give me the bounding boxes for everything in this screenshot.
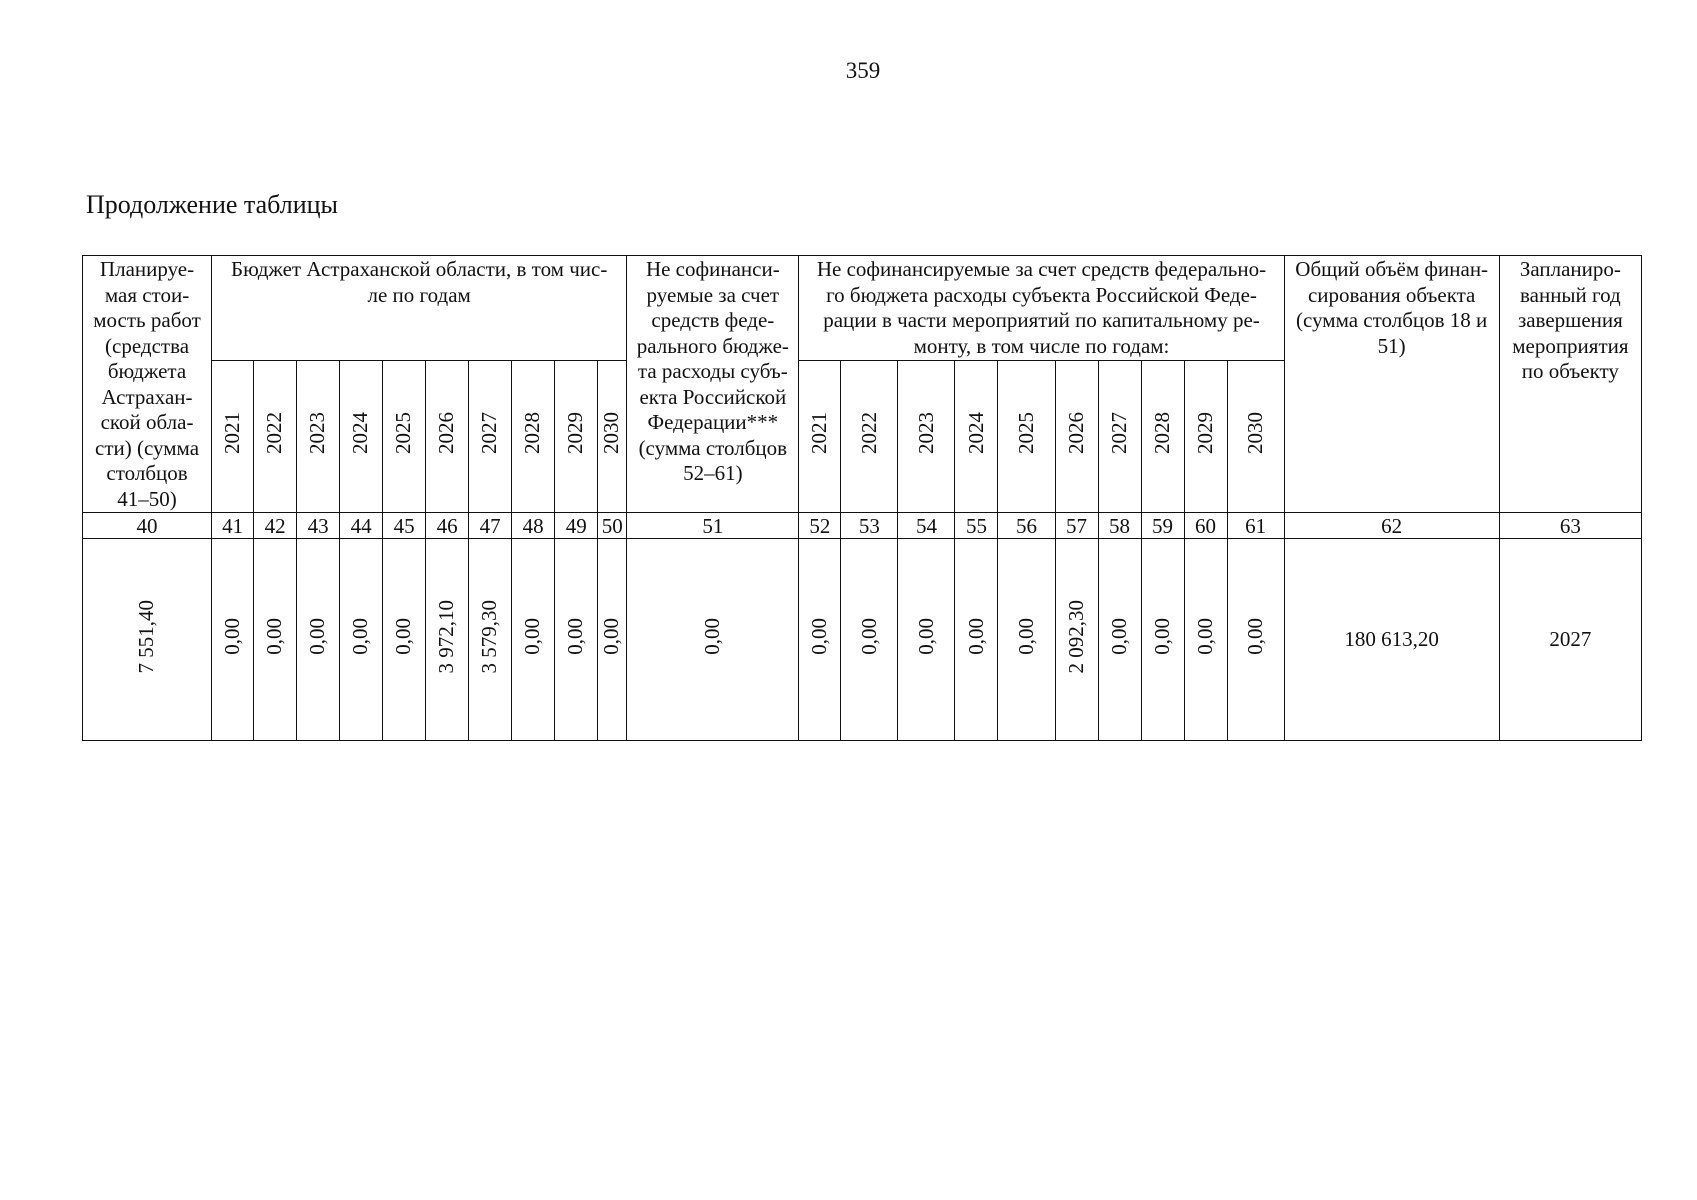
budget-table xyxy=(82,255,1642,741)
column-number: 51 xyxy=(627,513,799,539)
header-non-cofinanced-year: 2021 xyxy=(799,361,841,513)
table-row xyxy=(83,539,1642,741)
cell-not-cofinanced-total: 0,00 xyxy=(627,539,799,741)
column-number: 63 xyxy=(1499,513,1641,539)
header-non-cofinanced-year: 2027 xyxy=(1098,361,1141,513)
cell-planned-cost: 7 551,40 xyxy=(83,539,212,741)
cell-non-cofinanced-value: 0,00 xyxy=(799,539,841,741)
header-regional-year: 2028 xyxy=(512,361,555,513)
column-number: 53 xyxy=(841,513,898,539)
column-number: 45 xyxy=(383,513,426,539)
cell-non-cofinanced-value: 0,00 xyxy=(998,539,1055,741)
header-regional-year: 2024 xyxy=(340,361,383,513)
header-completion-year: Запланиро- ванный год завершения мероприятия по объекту xyxy=(1499,256,1641,513)
column-number: 59 xyxy=(1141,513,1184,539)
column-number: 58 xyxy=(1098,513,1141,539)
column-number: 55 xyxy=(955,513,998,539)
header-regional-year: 2030 xyxy=(598,361,627,513)
column-number: 57 xyxy=(1055,513,1098,539)
cell-regional-value: 0,00 xyxy=(212,539,254,741)
cell-regional-value: 3 579,30 xyxy=(469,539,512,741)
header-total-financing: Общий объём финан- сирования объекта (сумма столбцов 18 и 51) xyxy=(1284,256,1499,513)
column-number: 47 xyxy=(469,513,512,539)
cell-regional-value: 0,00 xyxy=(555,539,598,741)
column-number: 56 xyxy=(998,513,1055,539)
cell-regional-value: 3 972,10 xyxy=(426,539,469,741)
column-number: 41 xyxy=(212,513,254,539)
cell-non-cofinanced-value: 0,00 xyxy=(841,539,898,741)
cell-regional-value: 0,00 xyxy=(598,539,627,741)
header-non-cofinanced-year: 2022 xyxy=(841,361,898,513)
cell-non-cofinanced-value: 0,00 xyxy=(1227,539,1284,741)
column-number: 60 xyxy=(1184,513,1227,539)
column-number-row xyxy=(83,513,1642,539)
column-number: 46 xyxy=(426,513,469,539)
cell-completion-year: 2027 xyxy=(1499,539,1641,741)
column-number: 48 xyxy=(512,513,555,539)
header-non-cofinanced-year: 2025 xyxy=(998,361,1055,513)
header-planned-cost: Планируе- мая стои- мость работ (средства бюджета Астрахан- ской обла- сти) (сумма столбцов 41–50) xyxy=(83,256,212,513)
header-regional-year: 2022 xyxy=(254,361,297,513)
column-number: 50 xyxy=(598,513,627,539)
header-non-cofinanced-year: 2029 xyxy=(1184,361,1227,513)
column-number: 52 xyxy=(799,513,841,539)
header-non-cofinanced-year: 2030 xyxy=(1227,361,1284,513)
header-regional-year: 2029 xyxy=(555,361,598,513)
column-number: 54 xyxy=(898,513,955,539)
column-number: 44 xyxy=(340,513,383,539)
header-regional-year: 2026 xyxy=(426,361,469,513)
cell-non-cofinanced-value: 0,00 xyxy=(1098,539,1141,741)
cell-regional-value: 0,00 xyxy=(512,539,555,741)
header-non-cofinanced-year: 2024 xyxy=(955,361,998,513)
cell-regional-value: 0,00 xyxy=(254,539,297,741)
column-number: 43 xyxy=(297,513,340,539)
cell-non-cofinanced-value: 0,00 xyxy=(955,539,998,741)
header-non-cofinanced-year: 2023 xyxy=(898,361,955,513)
header-regional-year: 2023 xyxy=(297,361,340,513)
cell-non-cofinanced-value: 0,00 xyxy=(898,539,955,741)
header-non-cofinanced-year: 2026 xyxy=(1055,361,1098,513)
header-regional-year: 2021 xyxy=(212,361,254,513)
column-number: 40 xyxy=(83,513,212,539)
page-number: 359 xyxy=(845,58,881,83)
cell-regional-value: 0,00 xyxy=(383,539,426,741)
cell-regional-value: 0,00 xyxy=(340,539,383,741)
table-continuation-caption: Продолжение таблицы xyxy=(86,190,338,219)
cell-regional-value: 0,00 xyxy=(297,539,340,741)
header-row-groups xyxy=(83,256,1642,361)
cell-non-cofinanced-value: 0,00 xyxy=(1184,539,1227,741)
column-number: 61 xyxy=(1227,513,1284,539)
header-regional-year: 2025 xyxy=(383,361,426,513)
cell-non-cofinanced-value: 0,00 xyxy=(1141,539,1184,741)
cell-total-financing: 180 613,20 xyxy=(1284,539,1499,741)
header-regional-year: 2027 xyxy=(469,361,512,513)
cell-non-cofinanced-value: 2 092,30 xyxy=(1055,539,1098,741)
header-not-cofinanced-total: Не софинанси- руемые за счет средств феде- рального бюдже- та расходы субъ- екта Российской Федерации*** (сумма столбцов 52–61) xyxy=(627,256,799,513)
column-number: 42 xyxy=(254,513,297,539)
header-non-cofinanced-year: 2028 xyxy=(1141,361,1184,513)
header-regional-budget: Бюджет Астраханской области, в том чис- ле по годам xyxy=(212,256,627,361)
column-number: 49 xyxy=(555,513,598,539)
header-non-cofinanced-by-year: Не софинансируемые за счет средств федерально- го бюджета расходы субъекта Российской Феде- рации в части мероприятий по капитальному ре- монту, в том числе по годам: xyxy=(799,256,1284,361)
column-number: 62 xyxy=(1284,513,1499,539)
